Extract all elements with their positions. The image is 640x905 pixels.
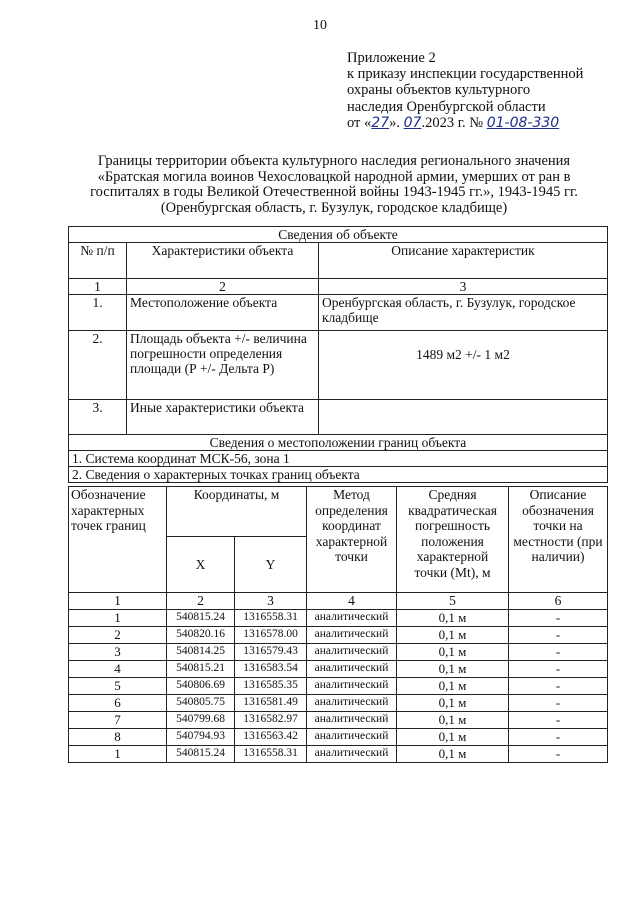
point-method: аналитический <box>307 643 397 660</box>
object-section-title: Сведения об объекте <box>69 227 608 243</box>
point-note: - <box>509 660 608 677</box>
date-prefix: от « <box>347 114 372 131</box>
table-row <box>69 331 608 400</box>
point-y: 1316581.49 <box>235 694 307 711</box>
document-title <box>70 154 598 216</box>
col-index-4: 4 <box>307 593 397 610</box>
point-n: 7 <box>69 711 167 728</box>
point-method: аналитический <box>307 677 397 694</box>
table-row <box>69 295 608 331</box>
point-x: 540815.24 <box>167 609 235 626</box>
point-mt: 0,1 м <box>397 660 509 677</box>
point-x: 540815.21 <box>167 660 235 677</box>
col-index-3: 3 <box>319 279 608 295</box>
object-info-table <box>68 226 608 483</box>
point-mt: 0,1 м <box>397 677 509 694</box>
appendix-line-2: к приказу инспекции государственной <box>347 66 584 83</box>
row-description <box>319 400 608 435</box>
row-description: 1489 м2 +/- 1 м2 <box>319 331 608 400</box>
point-note: - <box>509 728 608 745</box>
point-x: 540815.24 <box>167 745 235 762</box>
point-y: 1316579.43 <box>235 643 307 660</box>
point-n: 5 <box>69 677 167 694</box>
row-characteristic: Местоположение объекта <box>127 295 319 331</box>
handwritten-day: 27 <box>371 114 390 131</box>
header-coordinates: Координаты, м <box>167 487 307 537</box>
header-error: Средняя квадратическая погрешность положения характерной точки (Mt), м <box>397 487 509 593</box>
point-x: 540814.25 <box>167 643 235 660</box>
col-index-2: 2 <box>167 593 235 610</box>
point-x: 540799.68 <box>167 711 235 728</box>
table-row <box>69 677 608 694</box>
point-x: 540805.75 <box>167 694 235 711</box>
point-mt: 0,1 м <box>397 745 509 762</box>
header-x: X <box>167 537 235 593</box>
point-y: 1316583.54 <box>235 660 307 677</box>
row-number: 2. <box>69 331 127 400</box>
point-note: - <box>509 643 608 660</box>
title-line-3: госпиталях в годы Великой Отечественной войны 1943-1945 гг.», 1943-1945 гг. <box>90 184 578 201</box>
row-characteristic: Иные характеристики объекта <box>127 400 319 435</box>
point-x: 540806.69 <box>167 677 235 694</box>
row-number: 3. <box>69 400 127 435</box>
point-n: 1 <box>69 609 167 626</box>
table-row <box>69 400 608 435</box>
date-year: .2023 г. № <box>421 114 484 131</box>
handwritten-order-number: 01-08-330 <box>486 114 560 131</box>
col-number-header: № п/п <box>69 243 127 279</box>
title-line-4: (Оренбургская область, г. Бузулук, городское кладбище) <box>160 199 508 216</box>
table-row <box>69 728 608 745</box>
points-section-title: 2. Сведения о характерных точках границ объекта <box>69 467 608 483</box>
handwritten-month: 07 <box>403 114 422 131</box>
row-characteristic: Площадь объекта +/- величина погрешности определения площади (Р +/- Дельта Р) <box>127 331 319 400</box>
boundary-points-table <box>68 486 608 763</box>
coordinate-system: 1. Система координат МСК-56, зона 1 <box>69 451 608 467</box>
point-note: - <box>509 677 608 694</box>
header-y: Y <box>235 537 307 593</box>
row-number: 1. <box>69 295 127 331</box>
table-row <box>69 609 608 626</box>
point-y: 1316558.31 <box>235 609 307 626</box>
point-note: - <box>509 745 608 762</box>
point-y: 1316558.31 <box>235 745 307 762</box>
point-n: 2 <box>69 626 167 643</box>
table-row <box>69 626 608 643</box>
table-row <box>69 694 608 711</box>
point-method: аналитический <box>307 626 397 643</box>
point-y: 1316585.35 <box>235 677 307 694</box>
point-mt: 0,1 м <box>397 694 509 711</box>
point-n: 1 <box>69 745 167 762</box>
col-index-1: 1 <box>69 279 127 295</box>
point-mt: 0,1 м <box>397 711 509 728</box>
point-method: аналитический <box>307 660 397 677</box>
point-mt: 0,1 м <box>397 728 509 745</box>
point-x: 540820.16 <box>167 626 235 643</box>
point-method: аналитический <box>307 609 397 626</box>
point-method: аналитический <box>307 728 397 745</box>
boundary-section-title: Сведения о местоположении границ объекта <box>69 435 608 451</box>
header-description: Описание обозначения точки на местности (при наличии) <box>509 487 608 593</box>
point-note: - <box>509 626 608 643</box>
page-number: 10 <box>313 18 327 33</box>
appendix-date-line <box>347 115 583 131</box>
col-characteristic-header: Характеристики объекта <box>127 243 319 279</box>
point-method: аналитический <box>307 711 397 728</box>
point-n: 8 <box>69 728 167 745</box>
appendix-line-1: Приложение 2 <box>347 50 436 66</box>
point-note: - <box>509 711 608 728</box>
point-y: 1316578.00 <box>235 626 307 643</box>
col-index-6: 6 <box>509 593 608 610</box>
point-x: 540794.93 <box>167 728 235 745</box>
point-method: аналитический <box>307 745 397 762</box>
table-row <box>69 745 608 762</box>
table-row <box>69 660 608 677</box>
point-mt: 0,1 м <box>397 609 509 626</box>
title-line-2: «Братская могила воинов Чехословацкой народной армии, умерших от ран в <box>97 168 571 185</box>
point-note: - <box>509 609 608 626</box>
col-description-header: Описание характеристик <box>319 243 608 279</box>
point-mt: 0,1 м <box>397 626 509 643</box>
point-method: аналитический <box>307 694 397 711</box>
table-row <box>69 643 608 660</box>
table-row <box>69 711 608 728</box>
point-mt: 0,1 м <box>397 643 509 660</box>
appendix-header <box>347 50 583 131</box>
row-description: Оренбургская область, г. Бузулук, городское кладбище <box>319 295 608 331</box>
header-method: Метод определения координат характерной точки <box>307 487 397 593</box>
point-y: 1316563.42 <box>235 728 307 745</box>
point-n: 3 <box>69 643 167 660</box>
point-y: 1316582.97 <box>235 711 307 728</box>
header-designation: Обозначение характерных точек границ <box>69 487 167 593</box>
col-index-1: 1 <box>69 593 167 610</box>
col-index-5: 5 <box>397 593 509 610</box>
point-n: 6 <box>69 694 167 711</box>
appendix-line-3: охраны объектов культурного <box>347 82 531 99</box>
title-line-1: Границы территории объекта культурного наследия регионального значения <box>97 153 571 169</box>
point-note: - <box>509 694 608 711</box>
point-n: 4 <box>69 660 167 677</box>
col-index-2: 2 <box>127 279 319 295</box>
date-mid: ». <box>389 114 404 131</box>
col-index-3: 3 <box>235 593 307 610</box>
appendix-line-4: наследия Оренбургской области <box>347 98 546 115</box>
